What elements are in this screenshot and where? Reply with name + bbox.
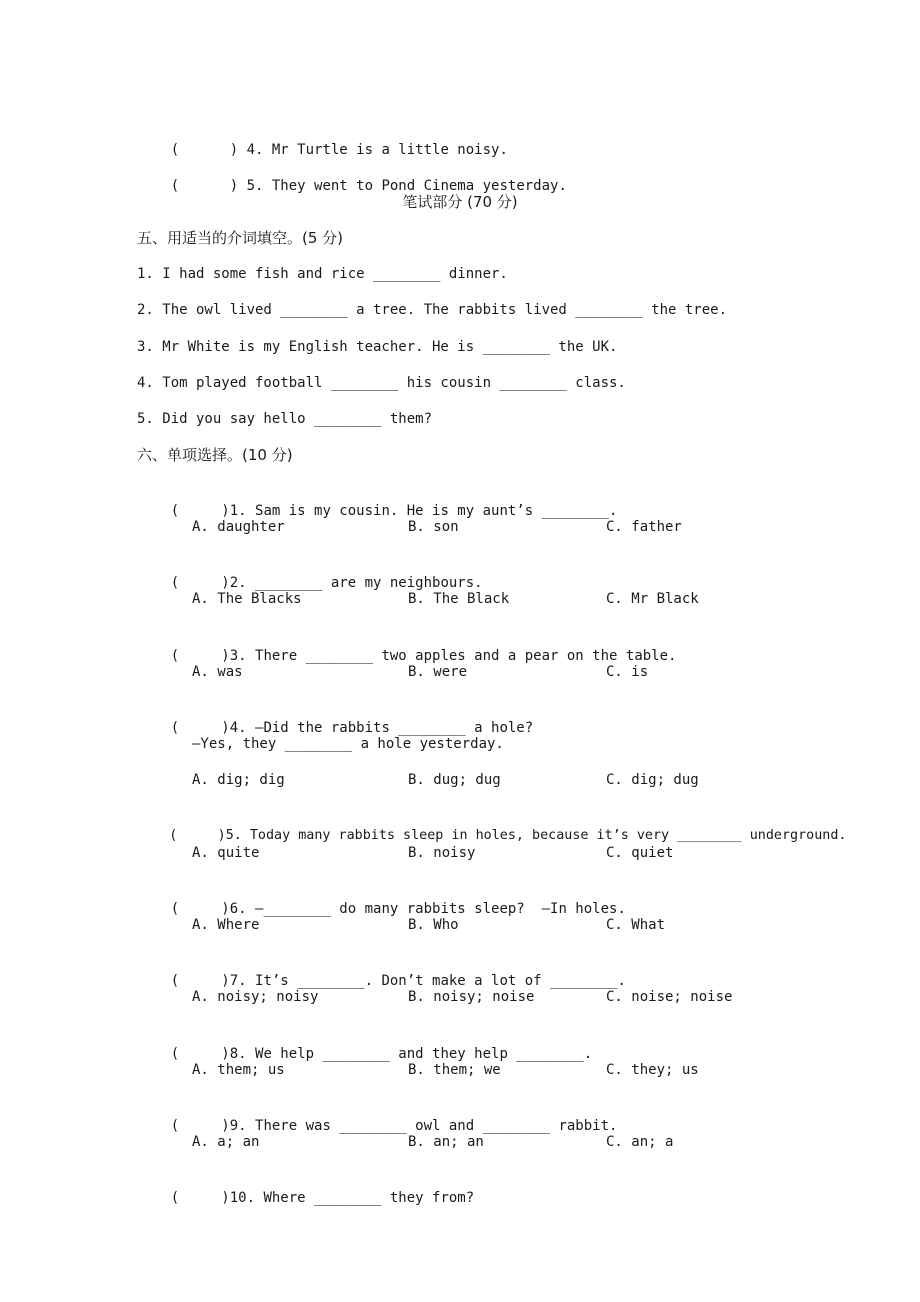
option-b: B. The Black <box>408 591 510 607</box>
option-b: B. noisy <box>408 845 476 861</box>
option-a: A. Where <box>192 917 260 933</box>
answer-paren: ( ) <box>170 142 239 158</box>
option-c: C. Mr Black <box>606 591 699 607</box>
question-stem: 5. Today many rabbits sleep in holes, because it’s very ________ underground. <box>225 828 847 843</box>
question-4 <box>137 698 534 736</box>
question-3 <box>137 626 677 664</box>
question-8 <box>137 1024 593 1062</box>
option-c: C. father <box>606 519 682 535</box>
question-stem: 1. Sam is my cousin. He is my aunt’s ________. <box>229 503 618 519</box>
option-a: A. noisy; noisy <box>192 989 319 1005</box>
option-c: C. noise; noise <box>606 989 733 1005</box>
option-b: B. dug; dug <box>408 772 501 788</box>
answer-paren: ( ) <box>170 720 230 736</box>
option-c: C. they; us <box>606 1062 699 1078</box>
option-a: A. dig; dig <box>192 772 285 788</box>
question-stem-line2: —Yes, they ________ a hole yesterday. <box>192 736 504 752</box>
option-b: B. were <box>408 664 468 680</box>
question-9 <box>137 1096 618 1134</box>
option-a: A. The Blacks <box>192 591 302 607</box>
answer-paren: ( ) <box>170 973 230 989</box>
question-stem: 6. —________ do many rabbits sleep? —In holes. <box>229 901 626 917</box>
question-stem: 9. There was ________ owl and ________ rabbit. <box>229 1118 618 1134</box>
option-b: B. Who <box>408 917 459 933</box>
section5-item: 4. Tom played football ________ his cousin ________ class. <box>137 375 626 391</box>
option-c: C. quiet <box>606 845 674 861</box>
question-stem: 3. There ________ two apples and a pear on the table. <box>229 648 677 664</box>
question-7 <box>137 951 626 989</box>
question-stem: 4. —Did the rabbits ________ a hole? <box>229 720 534 736</box>
option-c: C. an; a <box>606 1134 674 1150</box>
option-c: C. What <box>606 917 666 933</box>
option-b: B. an; an <box>408 1134 484 1150</box>
option-c: C. is <box>606 664 649 680</box>
option-a: A. daughter <box>192 519 285 535</box>
section6-title: 六、单项选择。(10 分) <box>137 446 293 464</box>
question-stem: 7. It’s ________. Don’t make a lot of ________. <box>229 973 626 989</box>
option-a: A. quite <box>192 845 260 861</box>
option-a: A. them; us <box>192 1062 285 1078</box>
question-6 <box>137 879 626 917</box>
listening-item-5 <box>137 156 567 194</box>
option-b: B. them; we <box>408 1062 501 1078</box>
option-a: A. was <box>192 664 243 680</box>
answer-paren: ( ) <box>169 828 226 843</box>
question-1 <box>137 481 618 519</box>
listening-item-4 <box>137 120 508 158</box>
section5-item: 1. I had some fish and rice ________ dinner. <box>137 266 508 282</box>
question-stem: 10. Where ________ they from? <box>229 1190 475 1206</box>
question-10 <box>137 1168 475 1206</box>
question-stem: 8. We help ________ and they help ________. <box>229 1046 593 1062</box>
answer-paren: ( ) <box>170 575 230 591</box>
answer-paren: ( ) <box>170 1190 230 1206</box>
answer-paren: ( ) <box>170 1118 230 1134</box>
written-part-title: 笔试部分 (70 分) <box>402 193 518 211</box>
answer-paren: ( ) <box>170 648 230 664</box>
option-b: B. noisy; noise <box>408 989 535 1005</box>
answer-paren: ( ) <box>170 1046 230 1062</box>
section5-item: 3. Mr White is my English teacher. He is ________ the UK. <box>137 339 618 355</box>
item-text: 4. Mr Turtle is a little noisy. <box>246 142 508 158</box>
option-b: B. son <box>408 519 459 535</box>
section5-item: 2. The owl lived ________ a tree. The rabbits lived ________ the tree. <box>137 302 728 318</box>
item-text: 5. They went to Pond Cinema yesterday. <box>246 178 567 194</box>
question-5 <box>137 806 847 843</box>
question-stem: 2. ________ are my neighbours. <box>229 575 483 591</box>
option-a: A. a; an <box>192 1134 260 1150</box>
answer-paren: ( ) <box>170 503 230 519</box>
answer-paren: ( ) <box>170 178 239 194</box>
option-c: C. dig; dug <box>606 772 699 788</box>
answer-paren: ( ) <box>170 901 230 917</box>
section5-title: 五、用适当的介词填空。(5 分) <box>137 229 344 247</box>
question-2 <box>137 553 483 591</box>
section5-item: 5. Did you say hello ________ them? <box>137 411 433 427</box>
